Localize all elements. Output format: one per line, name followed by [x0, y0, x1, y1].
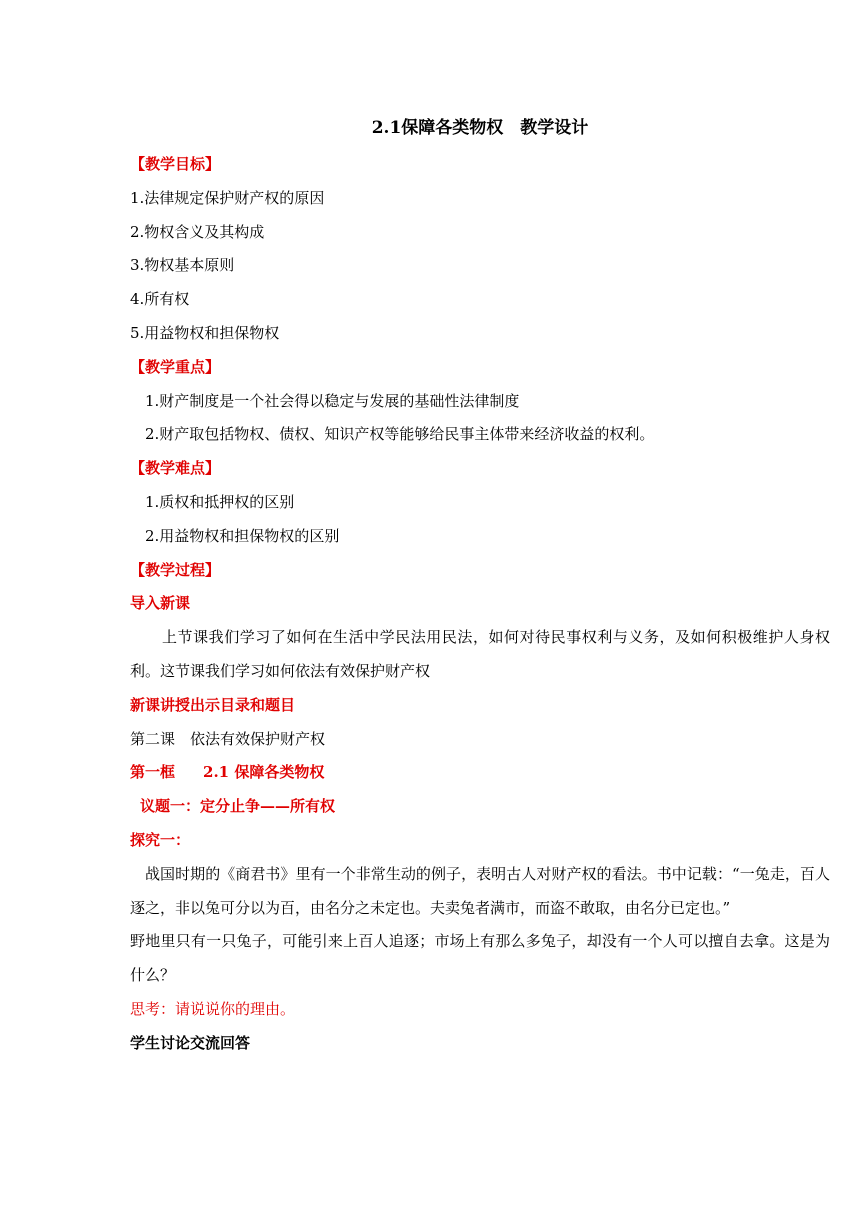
goal-item-2: 2.物权含义及其构成 [130, 222, 265, 241]
key-points-heading: 【教学重点】 [130, 357, 221, 376]
discuss-text: 学生讨论交流回答 [130, 1033, 251, 1052]
goal-item-3: 3.物权基本原则 [130, 256, 235, 275]
topic-one: 议题一：定分止争——所有权 [140, 797, 336, 816]
explore-one-heading: 探究一： [130, 830, 191, 849]
frame-title: 2.1 保障各类物权 [203, 763, 325, 782]
key-point-item-1: 1.财产制度是一个社会得以稳定与发展的基础性法律制度 [145, 391, 520, 410]
difficulty-item-2: 2.用益物权和担保物权的区别 [145, 526, 340, 545]
key-point-item-2: 2.财产取包括物权、债权、知识产权等能够给民事主体带来经济收益的权利。 [145, 425, 655, 444]
frame-line [130, 756, 830, 790]
intro-text: 上节课我们学习了如何在生活中学民法用民法，如何对待民事权利与义务，及如何积极维护人身权利。这节课我们学习如何依法有效保护财产权 [130, 628, 830, 680]
difficulties-heading: 【教学难点】 [130, 459, 221, 478]
goals-heading: 【教学目标】 [130, 155, 221, 173]
lesson-title: 第二课 依法有效保护财产权 [130, 729, 326, 748]
difficulty-item-1: 1.质权和抵押权的区别 [145, 492, 295, 511]
document-title: 2.1保障各类物权 教学设计 [371, 118, 589, 138]
intro-heading: 导入新课 [130, 594, 191, 613]
explore-text: 战国时期的《商君书》里有一个非常生动的例子，表明古人对财产权的看法。书中记载：“一兔走，百人逐之，非以兔可分以为百，由名分之未定也。夫卖兔者满市，而盗不敢取，由名分已定也。” [130, 864, 830, 917]
goal-item-1: 1.法律规定保护财产权的原因 [130, 188, 325, 207]
goal-item-5: 5.用益物权和担保物权 [130, 323, 280, 342]
frame-label: 第一框 [130, 763, 176, 782]
question-text: 野地里只有一只兔子，可能引来上百人追逐；市场上有那么多兔子，却没有一个人可以擅自去拿。这是为什么？ [130, 932, 830, 985]
think-text: 思考：请说说你的理由。 [130, 999, 296, 1018]
goal-item-4: 4.所有权 [130, 290, 190, 309]
new-lesson-heading: 新课讲授出示目录和题目 [130, 695, 296, 714]
process-heading: 【教学过程】 [130, 560, 221, 579]
